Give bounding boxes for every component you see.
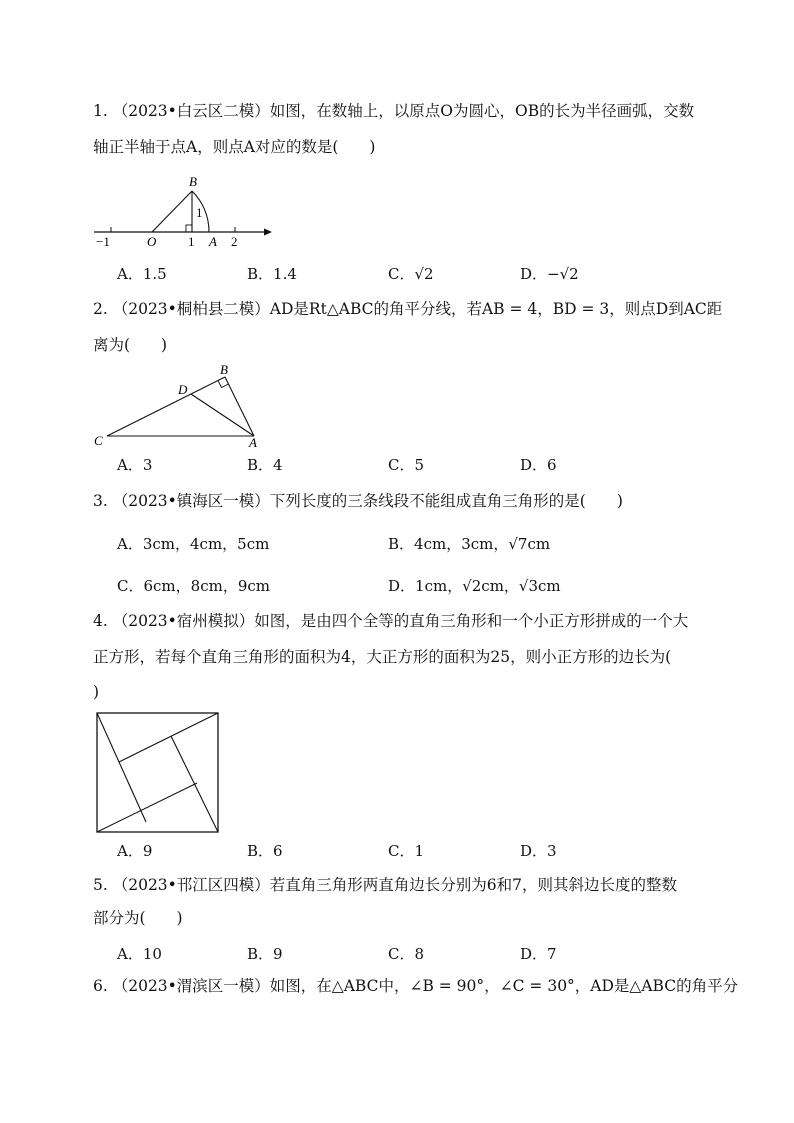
q2-option-c[interactable]: C．5 xyxy=(388,456,425,474)
q2-label-A: A xyxy=(249,435,257,450)
q3-option-d[interactable]: D．1cm，√2cm，√3cm xyxy=(388,577,561,595)
q2-label-D: D xyxy=(178,382,188,397)
q2-option-a[interactable]: A．3 xyxy=(117,456,153,474)
q5-option-c[interactable]: C．8 xyxy=(388,945,425,963)
q2-option-b[interactable]: B．4 xyxy=(247,456,283,474)
q3-option-b[interactable]: B．4cm，3cm，√7cm xyxy=(388,535,551,553)
q4-option-a[interactable]: A．9 xyxy=(117,842,153,860)
q3-option-a[interactable]: A．3cm，4cm，5cm xyxy=(117,535,270,553)
q2-option-d[interactable]: D．6 xyxy=(520,456,557,474)
q1-option-a[interactable]: A．1.5 xyxy=(117,265,167,283)
q1-option-d[interactable]: D．−√2 xyxy=(520,265,579,283)
q1-option-c[interactable]: C．√2 xyxy=(388,265,434,283)
q5-text-line2: 部分为( ) xyxy=(93,909,183,927)
q4-text-line2: 正方形，若每个直角三角形的面积为4，大正方形的面积为25，则小正方形的边长为( xyxy=(93,648,672,666)
q1-text-line1: 1. （2023•白云区二模）如图，在数轴上，以原点O为圆心，OB的长为半径画弧，交数 xyxy=(93,102,695,120)
q1-label-B: B xyxy=(189,174,197,189)
q2-triangle-figure xyxy=(92,363,267,451)
q1-label-A: A xyxy=(209,234,217,249)
q1-label-O: O xyxy=(147,234,157,249)
q1-tick-2: 2 xyxy=(231,234,238,249)
q4-option-d[interactable]: D．3 xyxy=(520,842,557,860)
q5-option-a[interactable]: A．10 xyxy=(117,945,162,963)
q1-tick-neg1: −1 xyxy=(96,234,110,249)
q4-option-c[interactable]: C．1 xyxy=(388,842,425,860)
q1-tick-1: 1 xyxy=(188,234,195,249)
q1-number-line-figure xyxy=(92,172,277,248)
q1-option-b[interactable]: B．1.4 xyxy=(247,265,297,283)
q3-text-line1: 3. （2023•镇海区一模）下列长度的三条线段不能组成直角三角形的是( ) xyxy=(93,492,623,510)
q5-option-d[interactable]: D．7 xyxy=(520,945,557,963)
q4-option-b[interactable]: B．6 xyxy=(247,842,283,860)
q2-label-B: B xyxy=(220,362,228,377)
q6-text-line1: 6. （2023•渭滨区一模）如图，在△ABC中，∠B = 90°，∠C = 30°，AD是△ABC的角平分 xyxy=(93,977,739,995)
q4-square-figure xyxy=(96,712,220,834)
q3-option-c[interactable]: C．6cm，8cm，9cm xyxy=(117,577,270,595)
q2-text-line1: 2. （2023•桐柏县二模）AD是Rt△ABC的角平分线，若AB = 4，BD = 3，则点D到AC距 xyxy=(93,300,723,318)
q5-option-b[interactable]: B．9 xyxy=(247,945,283,963)
q1-label-side-1: 1 xyxy=(196,205,203,220)
q5-text-line1: 5. （2023•邗江区四模）若直角三角形两直角边长分别为6和7，则其斜边长度的整数 xyxy=(93,876,678,894)
q4-text-line1: 4. （2023•宿州模拟）如图，是由四个全等的直角三角形和一个小正方形拼成的一个大 xyxy=(93,612,689,630)
q4-text-line3: ) xyxy=(93,683,100,701)
q2-text-line2: 离为( ) xyxy=(93,336,168,354)
q2-label-C: C xyxy=(94,433,103,448)
q1-text-line2: 轴正半轴于点A，则点A对应的数是( ) xyxy=(93,138,376,156)
